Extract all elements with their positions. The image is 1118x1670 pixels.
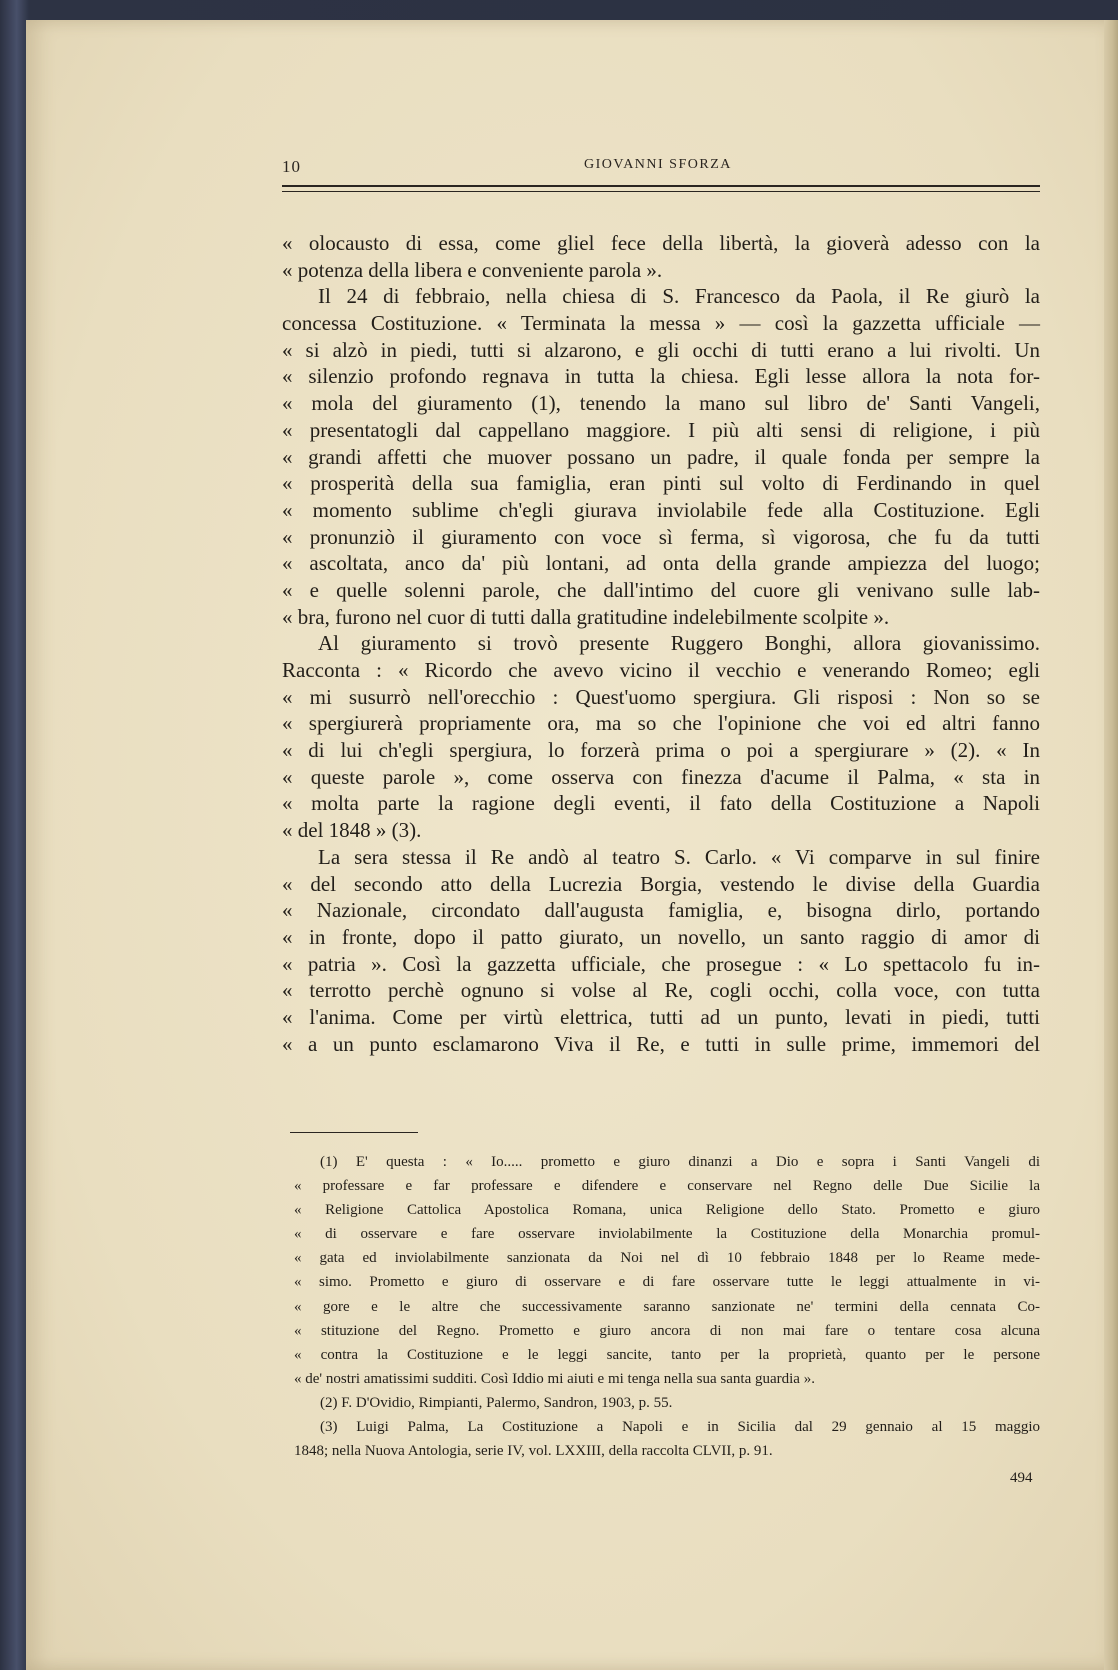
header-rule-thin xyxy=(282,191,1040,192)
text-line: « momento sublime ch'egli giurava inviolabile fede alla Costituzione. Egli xyxy=(282,497,1040,522)
footnote-line: « simo. Prometto e giuro di osservare e di fare osservare tutte le leggi attualmente in vi- xyxy=(294,1274,1040,1291)
text-line: « del secondo atto della Lucrezia Borgia, vestendo le divise della Guardia xyxy=(282,871,1040,896)
page-edge xyxy=(1104,20,1118,1670)
text-line: « patria ». Così la gazzetta ufficiale, che prosegue : « Lo spettacolo fu in- xyxy=(282,951,1040,976)
text-line: « spergiurerà propriamente ora, ma so che l'opinione che voi ed altri fanno xyxy=(282,711,1040,736)
footnote-line: 1848; nella Nuova Antologia, serie IV, vol. LXXIII, della raccolta CLVII, p. 91. xyxy=(294,1443,773,1460)
text-line: « in fronte, dopo il patto giurato, un novello, un santo raggio di amor di xyxy=(282,924,1040,949)
footnote-line: « gore e le altre che successivamente saranno sanzionate ne' termini della cennata Co- xyxy=(294,1298,1040,1315)
text-line: La sera stessa il Re andò al teatro S. Carlo. « Vi comparve in sul finire xyxy=(318,844,1040,869)
text-line: « molta parte la ragione degli eventi, il fato della Costituzione a Napoli xyxy=(282,791,1040,816)
text-line: « l'anima. Come per virtù elettrica, tutti ad un punto, levati in piedi, tutti xyxy=(282,1004,1040,1029)
text-line: Racconta : « Ricordo che avevo vicino il vecchio e venerando Romeo; egli xyxy=(282,658,1040,682)
text-line: « si alzò in piedi, tutti si alzarono, e gli occhi di tutti erano a lui rivolti. Un xyxy=(282,337,1040,362)
text-line: « a un punto esclamarono Viva il Re, e tutti in sulle prime, immemori del xyxy=(282,1031,1040,1056)
text-line: « silenzio profondo regnava in tutta la chiesa. Egli lesse allora la nota for- xyxy=(282,364,1040,389)
text-line: concessa Costituzione. « Terminata la messa » — così la gazzetta ufficiale — xyxy=(282,311,1040,336)
footnote-rule xyxy=(290,1132,418,1133)
text-line: « potenza della libera e conveniente parola ». xyxy=(282,257,663,282)
signature-mark: 494 xyxy=(1010,1470,1033,1486)
text-line: « ascoltata, anco da' più lontani, ad onta della grande ampiezza del luogo; xyxy=(282,551,1040,576)
footnote-line: « di osservare e fare osservare inviolabilmente la Costituzione della Monarchia promul- xyxy=(294,1226,1040,1243)
text-line: « mi susurrò nell'orecchio : Quest'uomo spergiura. Gli risposi : Non so se xyxy=(282,684,1040,709)
main-text xyxy=(282,230,1040,1057)
text-line: « Nazionale, circondato dall'augusta famiglia, e, bisogna dirlo, portando xyxy=(282,898,1040,923)
footnote-line: (2) F. D'Ovidio, Rimpianti, Palermo, Sandron, 1903, p. 55. xyxy=(320,1394,673,1411)
running-head: GIOVANNI SFORZA xyxy=(584,157,732,172)
text-line: « di lui ch'egli spergiura, lo forzerà prima o poi a spergiurare » (2). « In xyxy=(282,738,1040,763)
text-line: « olocausto di essa, come gliel fece della libertà, la gioverà adesso con la xyxy=(282,231,1040,255)
text-line: « grandi affetti che muover possano un padre, il quale fonda per sempre la xyxy=(282,444,1040,469)
page-number: 10 xyxy=(282,157,301,176)
text-line: « prosperità della sua famiglia, eran pinti sul volto di Ferdinando in quel xyxy=(282,471,1040,496)
footnotes xyxy=(294,1150,1040,1463)
footnote-line: « contra la Costituzione e le leggi sancite, tanto per la proprietà, quanto per le persone xyxy=(294,1346,1040,1363)
footnote-line: (1) E' questa : « Io..... prometto e giuro dinanzi a Dio e sopra i Santi Vangeli di xyxy=(320,1154,1040,1170)
footnote-line: « de' nostri amatissimi sudditi. Così Iddio mi aiuti e mi tenga nella sua santa guardia ». xyxy=(294,1370,815,1387)
footnote-line: « professare e far professare e difendere e conservare nel Regno delle Due Sicilie la xyxy=(294,1178,1040,1195)
text-line: « mola del giuramento (1), tenendo la mano sul libro de' Santi Vangeli, xyxy=(282,391,1040,416)
header-rule xyxy=(282,185,1040,187)
text-line: Il 24 di febbraio, nella chiesa di S. Francesco da Paola, il Re giurò la xyxy=(318,284,1040,309)
text-line: « queste parole », come osserva con finezza d'acume il Palma, « sta in xyxy=(282,764,1040,789)
text-line: « pronunziò il giuramento con voce sì ferma, sì vigorosa, che fu da tutti xyxy=(282,524,1040,549)
text-line: « bra, furono nel cuor di tutti dalla gratitudine indelebilmente scolpite ». xyxy=(282,604,890,629)
text-line: « del 1848 » (3). xyxy=(282,818,422,843)
footnote-line: « stituzione del Regno. Prometto e giuro ancora di non mai fare o tentare cosa alcuna xyxy=(294,1322,1040,1339)
text-line: « e quelle solenni parole, che dall'intimo del cuore gli venivano sulle lab- xyxy=(282,577,1040,602)
footnote-line: « gata ed inviolabilmente sanzionata da Noi nel dì 10 febbraio 1848 per lo Reame mede- xyxy=(294,1250,1040,1267)
footnote-line: « Religione Cattolica Apostolica Romana, unica Religione dello Stato. Prometto e giuro xyxy=(294,1202,1040,1219)
page-header xyxy=(282,152,1040,176)
text-line: « presentatogli dal cappellano maggiore. I più alti sensi di religione, i più xyxy=(282,417,1040,442)
text-line: Al giuramento si trovò presente Ruggero Bonghi, allora giovanissimo. xyxy=(318,631,1040,656)
text-line: « terrotto perchè ognuno si volse al Re, cogli occhi, colla voce, con tutta xyxy=(282,978,1040,1003)
footnote-line: (3) Luigi Palma, La Costituzione a Napoli e in Sicilia dal 29 gennaio al 15 maggio xyxy=(320,1419,1040,1436)
